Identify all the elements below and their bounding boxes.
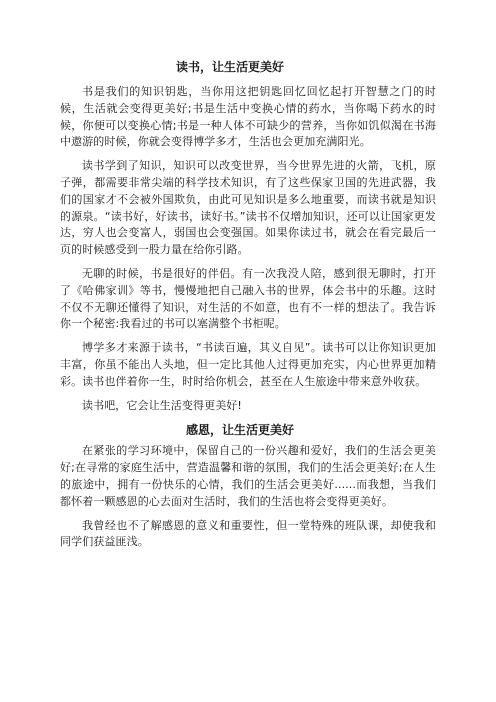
paragraph: 书是我们的知识钥匙，当你用这把钥匙回忆回忆起打开智慧之门的时候，生活就会变得更美好;书是生活中变换心情的药水，当你喝下药水的时候，你便可以变换心情;书是一种人体不可缺少的营养，当你如饥似渴在书海中遨游的时候，你就会变得博学多才，生活也会更加充满阳光。 (60, 85, 436, 149)
paragraph: 读书吧，它会让生活变得更美好! (82, 398, 242, 412)
essay-section-reading (60, 58, 436, 414)
essay-section-gratitude (60, 421, 436, 551)
paragraph: 博学多才来源于读书，“书读百遍，其义自见”。读书可以让你知识更加丰富，你虽不能出人头地，但一定比其他人过得更加充实，内心世界更加精彩。读书也伴着你一生，时时给你机会，甚至在人生旅途中带来意外收获。 (60, 341, 436, 388)
paragraph: 读书学到了知识，知识可以改变世界，当今世界先进的火箭，飞机，原子弹，都需要非常尖端的科学技术知识，有了这些保家卫国的先进武器，我们的国家才不会被外国欺负，由此可见知识是多么地重要，而读书就是知识的源泉。“读书好，好读书，读好书。”读书不仅增加知识，还可以让国家更发达，穷人也会变富人，弱国也会变强国。如果你读过书，就会在看完最后一页的时候感受到一股力量在给你引路。 (60, 159, 436, 257)
document-page (60, 58, 436, 558)
paragraph: 在紧张的学习环境中，保留自己的一份兴趣和爱好，我们的生活会更美好;在寻常的家庭生活中，营造温馨和谐的氛围，我们的生活会更美好;在人生的旅途中，拥有一份快乐的心情，我们的生活会更美好......而我想，当我们都怀着一颗感恩的心去面对生活时，我们的生活也将会变得更美好。 (60, 444, 436, 508)
essay-title: 读书，让生活更美好 (176, 60, 285, 74)
paragraph: 无聊的时候，书是很好的伴侣。有一次我没人陪，感到很无聊时，打开了《哈佛家训》等书，慢慢地把自己融入书的世界，体会书中的乐趣。这时不仅不无聊还懂得了知识，对生活的不如意，也有不一样的想法了。我告诉你一个秘密:我看过的书可以塞满整个书柜呢。 (60, 266, 436, 331)
paragraph: 我曾经也不了解感恩的意义和重要性，但一堂特殊的班队课，却使我和同学们获益匪浅。 (60, 518, 436, 549)
essay-title: 感恩，让生活更美好 (186, 423, 295, 438)
